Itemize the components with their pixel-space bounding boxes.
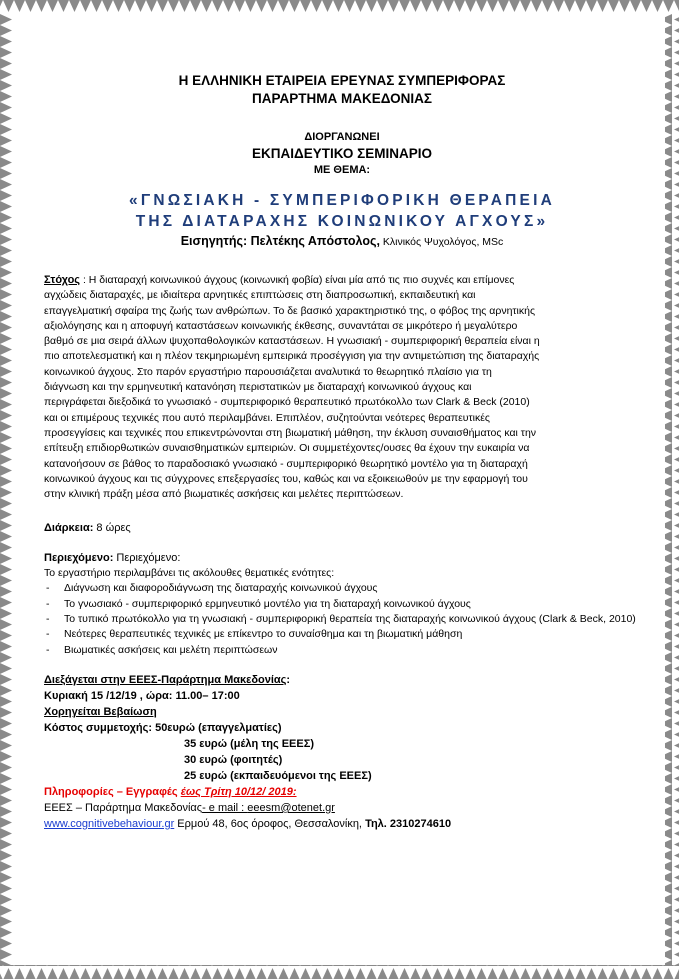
goal-line: βαθμό σε μια σειρά άλλων ψυχοπαθολογικών καταστάσεων. Η γνωσιακή - συμπεριφορική θεραπεία είναι η bbox=[44, 335, 540, 348]
goal-line: αγχώδεις διαταραχές, με ιδιαίτερα αρνητικές επιπτώσεις στη διαπροσωπική, εκπαιδευτική και bbox=[44, 289, 476, 302]
goal-line: κατανοήσουν σε βάθος το παραδοσιακό γνωσιακό - συμπεριφορικό θεωρητικό μοντέλο για τη διαταραχή bbox=[44, 457, 528, 470]
list-item: - Βιωματικές ασκήσεις και μελέτη περιπτώσεων bbox=[44, 643, 640, 658]
email-link[interactable]: eeesm@otenet.gr bbox=[247, 801, 335, 814]
address-text: Ερμού 48, 6ος όροφος, Θεσσαλονίκη, bbox=[174, 817, 366, 830]
speaker-separator: : bbox=[243, 234, 251, 248]
info-heading bbox=[44, 784, 640, 800]
goal-line: περιγράφεται διεξοδικά το γνωσιακό - συμπεριφορικό θεραπευτικό πρωτόκολλο των Clark & Beck (2010) bbox=[44, 396, 530, 409]
venue-place-text: Διεξάγεται στην ΕΕΕΣ-Παράρτημα Μακεδονίας bbox=[44, 673, 287, 686]
contact-prefix: ΕΕΕΣ – Παράρτημα Μακεδονίας bbox=[44, 801, 203, 814]
goal-line: : Η διαταραχή κοινωνικού άγχους (κοινωνική φοβία) είναι μία από τις πιο συχνές και επίμονες bbox=[80, 274, 515, 286]
duration-label: Διάρκεια: bbox=[44, 522, 94, 535]
flyer-content bbox=[44, 64, 640, 832]
goal-line: αξιολόγησης και η αποφυγή καταστάσεων κοινωνικής έκθεσης, συναντάται σε μικρότερο ή μεγαλύτερο bbox=[44, 319, 518, 332]
speaker-name: Πελτέκης Απόστολος, bbox=[250, 234, 380, 248]
cost-trainees: 25 ευρώ (εκπαιδευόμενοι της ΕΕΕΣ) bbox=[184, 769, 372, 782]
goal-line: διάγνωση και την ερμηνευτική κατανόηση περιστατικών με διαταραχή κοινωνικού άγχους και bbox=[44, 381, 472, 394]
cost-members: 35 ευρώ (μέλη της ΕΕΕΣ) bbox=[184, 737, 314, 750]
title-line-1: «ΓΝΩΣΙΑΚΗ - ΣΥΜΠΕΡΙΦΟΡΙΚΗ ΘΕΡΑΠΕΙΑ bbox=[129, 192, 555, 209]
info-deadline: έως Τρίτη 10/12/ 2019: bbox=[180, 785, 297, 798]
seminar-title bbox=[44, 190, 640, 232]
certificate-note: Χορηγείται Βεβαίωση bbox=[44, 705, 157, 718]
list-item: - Το τυπικό πρωτόκολλο για τη γνωσιακή - συμπεριφορική θεραπεία της διαταραχής κοινωνικού άγχους (Clark & Beck, 2010) bbox=[44, 612, 640, 627]
list-item: - Το γνωσιακό - συμπεριφορικό ερμηνευτικό μοντέλο για τη διαταραχή κοινωνικού άγχους bbox=[44, 597, 640, 612]
goal-line: επίτευξη επιδιορθωτικών συναισθηματικών εμπειριών. Οι συμμετέχοντες/ουσες θα έχουν την ευκαιρία να bbox=[44, 442, 530, 455]
contents-heading bbox=[44, 551, 640, 566]
goal-line: και οι επιμέρους τεχνικές που αυτό περιλαμβάνει. Επιπλέον, συζητούνται νεότερες θεραπευτικές bbox=[44, 411, 490, 424]
cost-professionals: 50ευρώ (επαγγελματίες) bbox=[152, 721, 282, 734]
title-line-2: ΤΗΣ ΔΙΑΤΑΡΑΧΗΣ ΚΟΙΝΩΝΙΚΟΥ ΑΓΧΟΥΣ» bbox=[135, 213, 549, 230]
speaker-label: Εισηγητής bbox=[180, 234, 244, 248]
goal-paragraph bbox=[44, 273, 640, 502]
venue-place-colon: : bbox=[286, 673, 291, 686]
seminar-label: ΕΚΠΑΙΔΕΥΤΙΚΟ ΣΕΜΙΝΑΡΙΟ bbox=[252, 146, 432, 161]
speaker-role: Κλινικός Ψυχολόγος, MSc bbox=[379, 236, 504, 248]
info-label: Πληροφορίες – Εγγραφές bbox=[44, 785, 181, 798]
duration bbox=[44, 521, 640, 536]
cost-label: Κόστος συμμετοχής: bbox=[44, 721, 153, 734]
cost-students: 30 ευρώ (φοιτητές) bbox=[184, 753, 283, 766]
speaker bbox=[44, 233, 640, 251]
organizes-label: ΔΙΟΡΓΑΝΩΝΕΙ bbox=[304, 131, 380, 143]
topics-list bbox=[44, 581, 640, 657]
venue-date: Κυριακή 15 /12/19 , ώρα: 11.00– 17:00 bbox=[44, 689, 240, 702]
email-label: - e mail : bbox=[202, 801, 248, 814]
list-item: - Διάγνωση και διαφοροδιάγνωση της διαταραχής κοινωνικού άγχους bbox=[44, 581, 640, 596]
goal-line: κοινωνικού άγχους. Στο παρόν εργαστήριο παρουσιάζεται αναλυτικά το θεωρητικό πλαίσιο για τη bbox=[44, 365, 492, 378]
goal-line: κοινωνικού άγχους και τις σύγχρονες επεξεργασίες του, καθώς και να εξοικειωθούν με την εφαρμογή του bbox=[44, 472, 528, 485]
contents-label: Περιεχόμενο: bbox=[44, 551, 114, 564]
goal-line: στην κλινική πράξη μέσα από βιωματικές ασκήσεις και μελέτες περιπτώσεων. bbox=[44, 488, 404, 501]
goal-line: επαγγελματική σφαίρα της ζωής των ανθρώπων. Το δε βασικό χαρακτηριστικό της, ο φόβος της αρνητικής bbox=[44, 304, 536, 317]
venue-block bbox=[44, 672, 640, 832]
duration-value: 8 ώρες bbox=[93, 522, 131, 535]
cost-row bbox=[44, 720, 640, 736]
contact-line bbox=[44, 800, 640, 816]
address-line bbox=[44, 816, 640, 832]
venue-place bbox=[44, 672, 640, 688]
website-link[interactable]: www.cognitivebehaviour.gr bbox=[44, 817, 175, 830]
phone-number: Τηλ. 2310274610 bbox=[365, 817, 452, 830]
org-branch: ΠΑΡΑΡΤΗΜΑ ΜΑΚΕΔΟΝΙΑΣ bbox=[252, 91, 432, 106]
subject-label: ΜΕ ΘΕΜΑ: bbox=[313, 164, 371, 176]
goal-label: Στόχος bbox=[44, 274, 81, 286]
goal-line: πιο αποτελεσματική και η πλέον τεκμηριωμένη εμπειρικά προσέγγιση για την αντιμετώπιση της διαταραχής bbox=[44, 350, 540, 363]
list-item: - Νεότερες θεραπευτικές τεχνικές με επίκεντρο το συναίσθημα και τη βιωματική μάθηση bbox=[44, 627, 640, 642]
contents-label-repeat: Περιεχόμενο: bbox=[113, 551, 181, 564]
org-name: Η ΕΛΛΗΝΙΚΗ ΕΤΑΙΡΕΙΑ ΕΡΕΥΝΑΣ ΣΥΜΠΕΡΙΦΟΡΑΣ bbox=[178, 73, 506, 88]
contents-intro: Το εργαστήριο περιλαμβάνει τις ακόλουθες θεματικές ενότητες: bbox=[44, 567, 335, 580]
goal-line: προσεγγίσεις και τεχνικές που επικεντρώνονται στη βιωματική μάθηση, την έκλυση συναισθήματος και την bbox=[44, 426, 537, 439]
